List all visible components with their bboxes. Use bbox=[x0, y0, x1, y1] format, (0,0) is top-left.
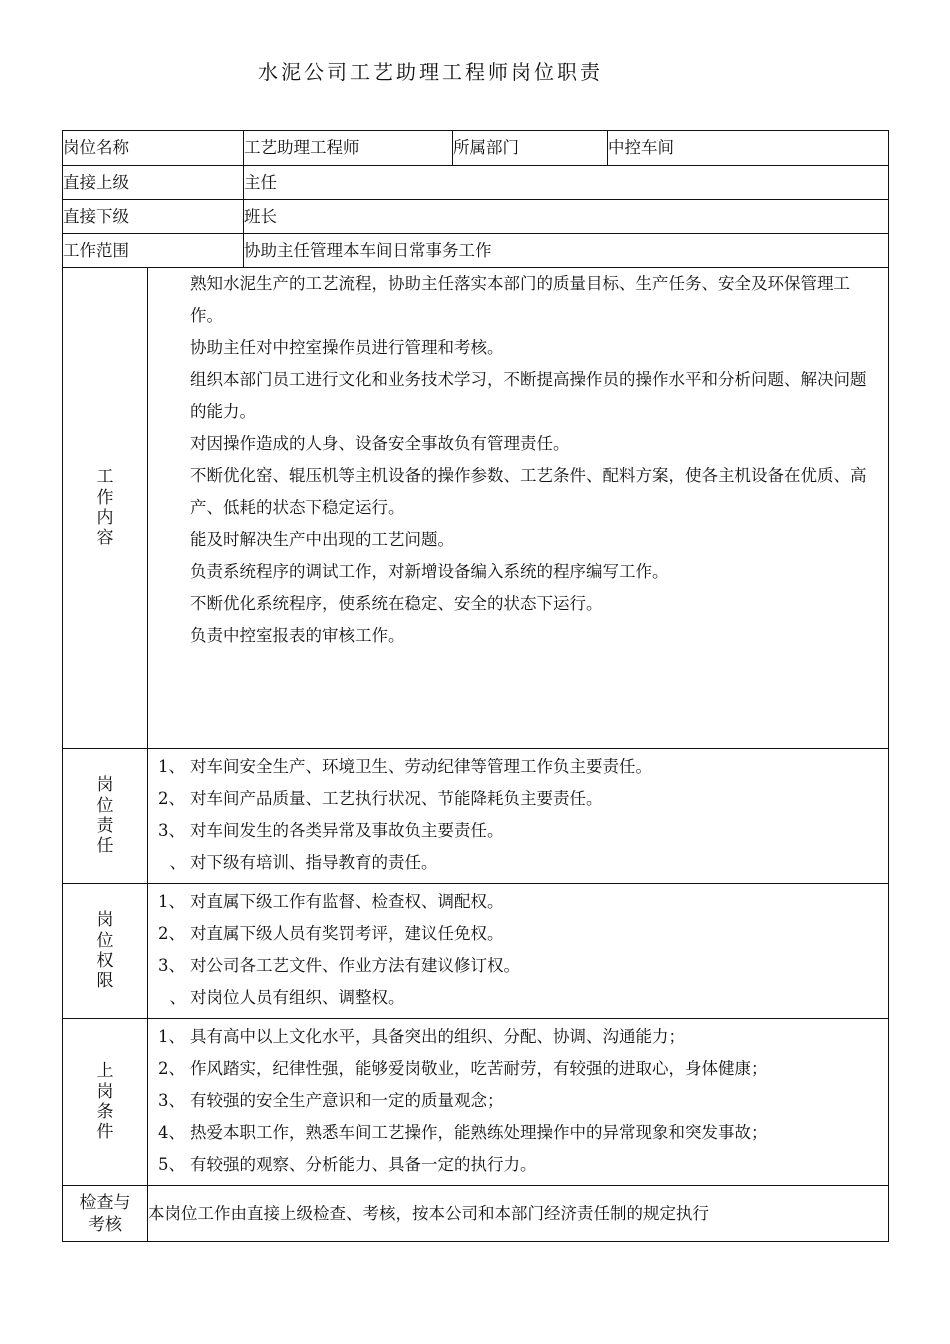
work-content-item: 负责系统程序的调试工作，对新增设备编入系统的程序编写工作。 bbox=[190, 562, 669, 581]
responsibility-item: 1、 对车间安全生产、环境卫生、劳动纪律等管理工作负主要责任。 bbox=[158, 757, 652, 776]
row-work-content bbox=[63, 268, 889, 749]
superior-label: 直接上级 bbox=[63, 166, 244, 200]
page-title: 水泥公司工艺助理工程师岗位职责 bbox=[258, 60, 603, 84]
requirement-item: 5、 有较强的观察、分析能力、具备一定的执行力。 bbox=[158, 1155, 537, 1174]
row-subordinate bbox=[63, 200, 889, 234]
work-content-item: 不断优化窑、辊压机等主机设备的操作参数、工艺条件、配料方案，使各主机设备在优质、高产、低耗的状态下稳定运行。 bbox=[190, 466, 867, 517]
check-text: 本岗位工作由直接上级检查、考核，按本公司和本部门经济责任制的规定执行 bbox=[148, 1186, 889, 1242]
row-superior bbox=[63, 166, 889, 200]
work-content-cell bbox=[148, 268, 889, 749]
responsibility-item: 、 对下级有培训、指导教育的责任。 bbox=[169, 853, 438, 872]
row-requirements bbox=[63, 1019, 889, 1186]
check-label: 检查与 考核 bbox=[63, 1186, 148, 1242]
responsibility-item: 3、 对车间发生的各类异常及事故负主要责任。 bbox=[158, 821, 504, 840]
scope-value: 协助主任管理本车间日常事务工作 bbox=[244, 234, 889, 268]
requirement-item: 2、 作风踏实，纪律性强，能够爱岗敬业，吃苦耐劳，有较强的进取心，身体健康； bbox=[158, 1059, 768, 1078]
work-content-item: 对因操作造成的人身、设备安全事故负有管理责任。 bbox=[190, 434, 570, 453]
row-scope bbox=[63, 234, 889, 268]
row-responsibility bbox=[63, 749, 889, 884]
position-name-value: 工艺助理工程师 bbox=[244, 131, 453, 166]
requirement-item: 3、 有较强的安全生产意识和一定的质量观念； bbox=[158, 1091, 504, 1110]
subordinate-value: 班长 bbox=[244, 200, 889, 234]
responsibility-cell bbox=[148, 749, 889, 884]
scope-label: 工作范围 bbox=[63, 234, 244, 268]
requirement-item: 4、 热爱本职工作，熟悉车间工艺操作，能熟练处理操作中的异常现象和突发事故； bbox=[158, 1123, 768, 1142]
superior-value: 主任 bbox=[244, 166, 889, 200]
authority-item: 、 对岗位人员有组织、调整权。 bbox=[169, 988, 405, 1007]
requirement-item: 1、 具有高中以上文化水平，具备突出的组织、分配、协调、沟通能力； bbox=[158, 1027, 685, 1046]
authority-item: 1、 对直属下级工作有监督、检查权、调配权。 bbox=[158, 892, 504, 911]
work-content-item: 熟知水泥生产的工艺流程，协助主任落实本部门的质量目标、生产任务、安全及环保管理工作。 bbox=[190, 274, 850, 325]
authority-cell bbox=[148, 884, 889, 1019]
responsibility-item: 2、 对车间产品质量、工艺执行状况、节能降耗负主要责任。 bbox=[158, 789, 603, 808]
department-value: 中控车间 bbox=[608, 131, 889, 166]
work-content-item: 负责中控室报表的审核工作。 bbox=[190, 626, 405, 645]
position-name-label: 岗位名称 bbox=[63, 131, 244, 166]
authority-item: 3、 对公司各工艺文件、作业方法有建议修订权。 bbox=[158, 956, 520, 975]
row-authority bbox=[63, 884, 889, 1019]
work-content-item: 组织本部门员工进行文化和业务技术学习，不断提高操作员的操作水平和分析问题、解决问题的能力。 bbox=[190, 370, 867, 421]
requirements-label: 上 岗 条 件 bbox=[63, 1019, 148, 1186]
work-content-item: 不断优化系统程序，使系统在稳定、安全的状态下运行。 bbox=[190, 594, 603, 613]
work-content-item: 协助主任对中控室操作员进行管理和考核。 bbox=[190, 338, 504, 357]
work-content-item: 能及时解决生产中出现的工艺问题。 bbox=[190, 530, 454, 549]
subordinate-label: 直接下级 bbox=[63, 200, 244, 234]
department-label: 所属部门 bbox=[453, 131, 608, 166]
row-position-name bbox=[63, 131, 889, 166]
authority-label: 岗 位 权 限 bbox=[63, 884, 148, 1019]
job-description-table bbox=[62, 130, 889, 1242]
responsibility-label: 岗 位 责 任 bbox=[63, 749, 148, 884]
requirements-cell bbox=[148, 1019, 889, 1186]
row-check bbox=[63, 1186, 889, 1242]
work-content-label: 工 作 内 容 bbox=[63, 268, 148, 749]
authority-item: 2、 对直属下级人员有奖罚考评，建议任免权。 bbox=[158, 924, 504, 943]
